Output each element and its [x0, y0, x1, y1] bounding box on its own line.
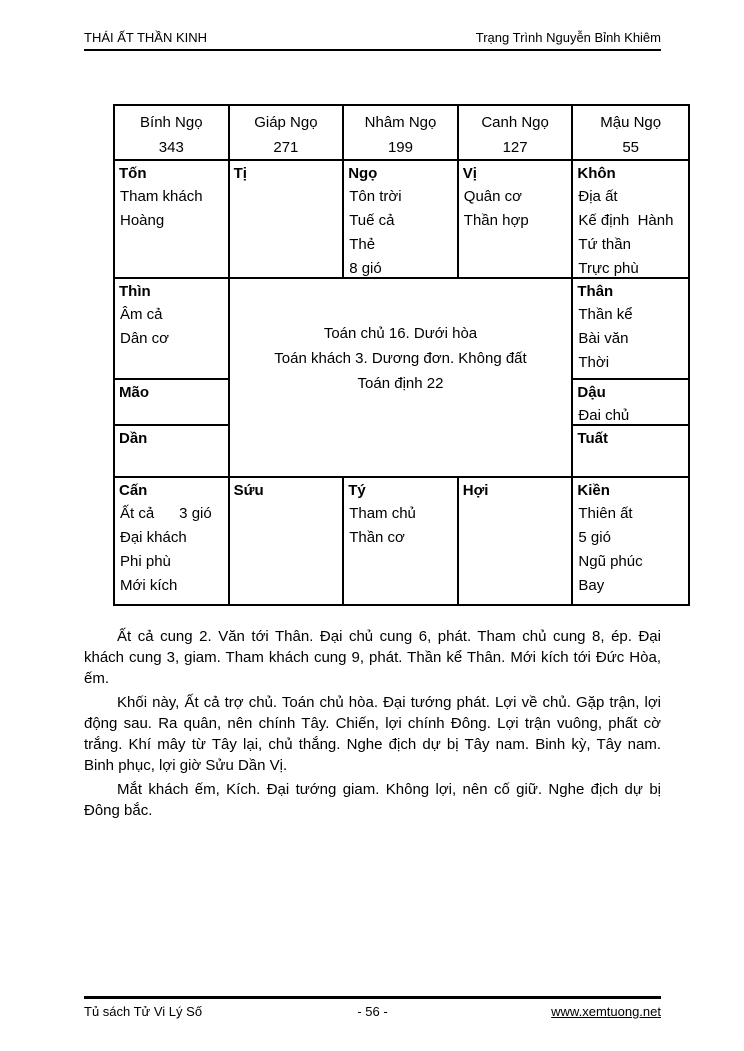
- cell-line: Đai chủ: [578, 407, 630, 424]
- cell-khon: [573, 161, 688, 279]
- year-cell-giap-ngo: [230, 106, 345, 161]
- series-title: Tủ sách Tử Vi Lý Số: [84, 1004, 203, 1019]
- year-number: 127: [502, 139, 528, 156]
- palace-title: Dần: [119, 430, 148, 447]
- palace-title: Kiền: [577, 482, 610, 499]
- cell-line: 8 gió: [349, 260, 382, 277]
- cell-line: Bài văn: [578, 330, 629, 347]
- cell-tuat: [573, 426, 688, 478]
- body-text: [84, 626, 661, 824]
- palace-title: Dậu: [577, 384, 606, 401]
- cell-suu: [230, 478, 345, 604]
- year-name: Canh Ngọ: [481, 114, 549, 131]
- cell-ty: [344, 478, 459, 604]
- center-summary: [230, 279, 574, 478]
- footer-divider: [84, 996, 661, 999]
- cell-ton: [115, 161, 230, 279]
- palace-title: Cấn: [119, 482, 148, 499]
- cell-line: Ngũ phúc: [578, 553, 643, 570]
- cell-line: Thần kể: [578, 306, 633, 323]
- cell-line: Trực phù: [578, 260, 639, 277]
- year-name: Nhâm Ngọ: [364, 114, 437, 131]
- cell-thin: [115, 279, 230, 380]
- year-cell-mau-ngo: [573, 106, 688, 161]
- cell-line: Quân cơ: [463, 188, 522, 205]
- cell-line: Tham khách: [120, 188, 203, 205]
- cell-line: Mới kích: [120, 577, 178, 594]
- cell-line: Ất cả 3 gió: [120, 505, 212, 522]
- cell-line: Toán chủ 16. Dưới hòa: [323, 325, 478, 342]
- cell-line: Kế định Hành: [578, 212, 674, 229]
- palace-title: Mão: [119, 384, 149, 401]
- paragraph-2: Khối này, Ất cả trợ chủ. Toán chủ hòa. Đại tướng phát. Lợi về chủ. Gặp trận, lợi động sau. Ra quân, nên chính Tây. Chiến, lợi chính Đông. Lợi trận vuông, phất cờ trắng. Khí mây từ Tây lại, chủ thắng. Nghe địch dự bị Tây nam. Binh kỳ, Tây nam. Binh phục, lợi giờ Sửu Dần Vị.: [84, 694, 661, 774]
- palace-title: Vị: [462, 165, 477, 182]
- year-number: 343: [158, 139, 184, 156]
- cell-can: [115, 478, 230, 604]
- cell-line: 5 gió: [578, 529, 611, 546]
- cell-line: Địa ất: [578, 188, 618, 205]
- year-name: Bính Ngọ: [140, 114, 203, 131]
- cell-line: Hoàng: [120, 212, 165, 229]
- palace-lines: [344, 185, 457, 279]
- cell-line: Tứ thần: [578, 236, 631, 253]
- cell-mao: [115, 380, 230, 426]
- cell-line: Toán khách 3. Dương đơn. Không đất: [274, 350, 527, 367]
- cell-line: Đại khách: [120, 529, 187, 546]
- palace-title: Tốn: [119, 165, 147, 182]
- cell-line: Thiên ất: [578, 505, 633, 522]
- cell-line: Tham chủ: [349, 505, 416, 522]
- palace-title: Thìn: [119, 283, 151, 300]
- palace-lines: [573, 404, 688, 426]
- palace-title: Tý: [348, 482, 366, 499]
- palace-lines: [344, 502, 457, 550]
- palace-title: Tuất: [577, 430, 608, 447]
- palace-lines: [115, 185, 228, 233]
- cell-line: Dân cơ: [120, 330, 170, 347]
- cell-line: Bay: [578, 577, 605, 594]
- palace-title: Khôn: [577, 165, 616, 182]
- summary-lines: [230, 321, 572, 396]
- cell-line: Thần hợp: [463, 212, 529, 229]
- year-cell-canh-ngo: [459, 106, 574, 161]
- palace-title: Ngọ: [348, 165, 378, 182]
- palace-lines: [573, 502, 688, 598]
- year-name: Mậu Ngọ: [600, 114, 662, 131]
- cell-ngo: [344, 161, 459, 279]
- palace-title: Hợi: [462, 482, 489, 499]
- cell-line: Tuế cả: [349, 212, 395, 229]
- palace-title: Sứu: [233, 482, 264, 499]
- header-divider: [84, 49, 661, 51]
- year-number: 199: [387, 139, 413, 156]
- taiat-chart-table: [113, 104, 690, 606]
- palace-title: Thân: [577, 283, 614, 300]
- paragraph-3: Mắt khách ếm, Kích. Đại tướng giam. Không lợi, nên cố giữ. Nghe địch dự bị Đông bắc.: [84, 781, 661, 819]
- cell-line: Thần cơ: [349, 529, 405, 546]
- website-link[interactable]: www.xemtuong.net: [551, 1004, 661, 1019]
- page-number: - 56 -: [357, 1004, 388, 1019]
- year-name: Giáp Ngọ: [254, 114, 318, 131]
- cell-line: Phi phù: [120, 553, 171, 570]
- cell-line: Tôn trời: [349, 188, 402, 205]
- cell-hoi: [459, 478, 574, 604]
- palace-lines: [115, 303, 228, 351]
- palace-lines: [459, 185, 572, 233]
- cell-than: [573, 279, 688, 380]
- cell-dan: [115, 426, 230, 478]
- author-name: Trạng Trình Nguyễn Bỉnh Khiêm: [475, 30, 661, 45]
- cell-ti: [230, 161, 345, 279]
- cell-line: Toán định 22: [357, 375, 444, 392]
- palace-lines: [115, 502, 228, 598]
- paragraph-1: Ất cả cung 2. Văn tới Thân. Đại chủ cung 6, phát. Tham chủ cung 8, ép. Đại khách cung 3, giam. Tham khách cung 9, phát. Thần kể Thân. Mới kích tới Đức Hòa, ếm.: [84, 628, 661, 687]
- book-title: THÁI ẤT THẦN KINH: [84, 30, 208, 45]
- cell-dau: [573, 380, 688, 426]
- palace-lines: [573, 303, 688, 375]
- palace-title: Tị: [233, 165, 247, 182]
- year-cell-nham-ngo: [344, 106, 459, 161]
- year-cell-binh-ngo: [115, 106, 230, 161]
- cell-vi: [459, 161, 574, 279]
- cell-line: Thời: [578, 354, 610, 371]
- cell-line: Thẻ: [349, 236, 376, 253]
- palace-lines: [573, 185, 688, 279]
- year-number: 271: [273, 139, 299, 156]
- cell-kien: [573, 478, 688, 604]
- cell-line: Âm cả: [120, 306, 163, 323]
- year-number: 55: [622, 139, 640, 156]
